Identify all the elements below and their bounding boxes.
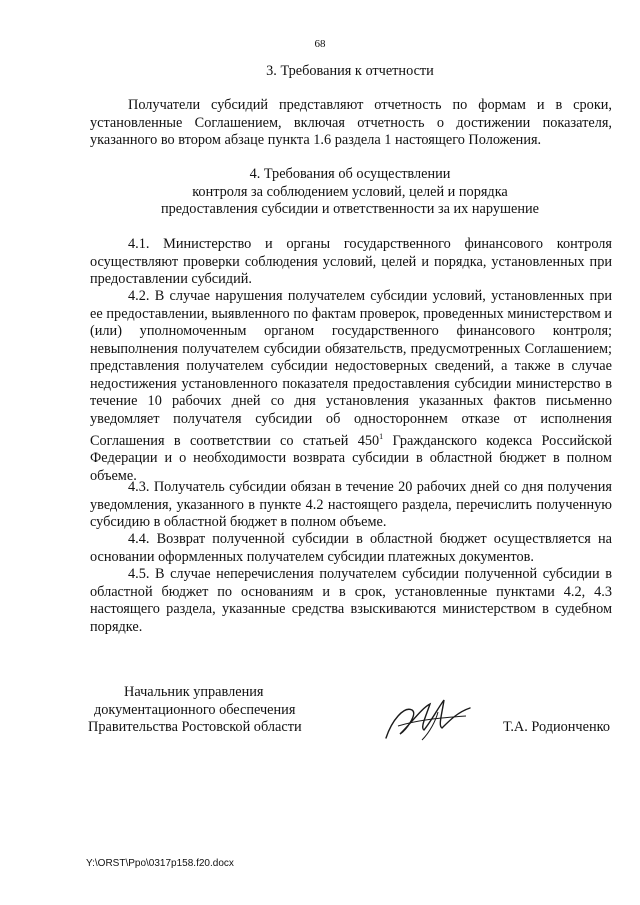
section4-heading-line2: контроля за соблюдением условий, целей и порядка (192, 183, 508, 200)
paragraph-4-2 (90, 288, 612, 485)
signatory-title-line2: документационного обеспечения (94, 701, 296, 718)
paragraph-4-1: 4.1. Министерство и органы государственного финансового контроля осуществляют проверки соблюдения условий, целей и порядка, установленных при предоставлении субсидий. (90, 236, 612, 287)
file-path-footer: Y:\ORST\Ppo\0317p158.f20.docx (86, 858, 234, 869)
signatory-title-line1: Начальник управления (124, 684, 264, 700)
section4-heading (86, 166, 614, 219)
paragraph-4-2-text: 4.2. В случае нарушения получателем субсидии условий, установленных при ее предоставлении, выявленного по фактам проверок, проведенных министерством и (или) уполномоченным органом государственного финансового контроля; невыполнения получателем субсидии обязательств, предусмотренных Соглашением; представления получателем субсидии недостоверных сведений, а также в случае недостижения установленного показателя предоставления субсидии министерство в течение 10 рабочих дней со дня установления указанных фактов письменно уведомляет получателя субсидии об одностороннем отказе от исполнения Соглашения в соответствии со статьей 450 (90, 288, 612, 449)
signatory-name: Т.А. Родионченко (503, 719, 610, 735)
signatory-title (88, 684, 302, 737)
signatory-title-line3: Правительства Ростовской области (88, 719, 302, 735)
section3-heading: 3. Требования к отчетности (266, 63, 434, 79)
paragraph-4-3: 4.3. Получатель субсидии обязан в течение 20 рабочих дней со дня получения уведомления, указанного в пункте 4.2 настоящего раздела, перечислить полученную субсидию в областной бюджет в полном объеме. (90, 479, 612, 530)
section4-heading-line1: 4. Требования об осуществлении (249, 166, 451, 182)
page-number: 68 (314, 38, 326, 50)
paragraph-4-4: 4.4. Возврат полученной субсидии в областной бюджет осуществляется на основании оформленных получателем субсидии платежных документов. (90, 531, 612, 565)
paragraph-4-2-text-end: Гражданского кодекса Российской Федерации и о необходимости возврата субсидии в областной бюджет в полном объеме. (90, 432, 613, 484)
section3-paragraph: Получатели субсидий представляют отчетность по формам и в сроки, установленные Соглашением, включая отчетность о достижении показателя, указанного во втором абзаце пункта 1.6 раздела 1 настоящего Положения. (90, 97, 612, 148)
section4-heading-line3: предоставления субсидии и ответственности за их нарушение (160, 201, 540, 217)
paragraph-4-5: 4.5. В случае неперечисления получателем субсидии полученной субсидии в областной бюджет по основаниям и в срок, установленные пунктами 4.2, 4.3 настоящего раздела, указанные средства взыскиваются министерством в судебном порядке. (90, 566, 612, 635)
superscript: 1 (379, 432, 384, 441)
handwritten-signature (378, 690, 478, 750)
